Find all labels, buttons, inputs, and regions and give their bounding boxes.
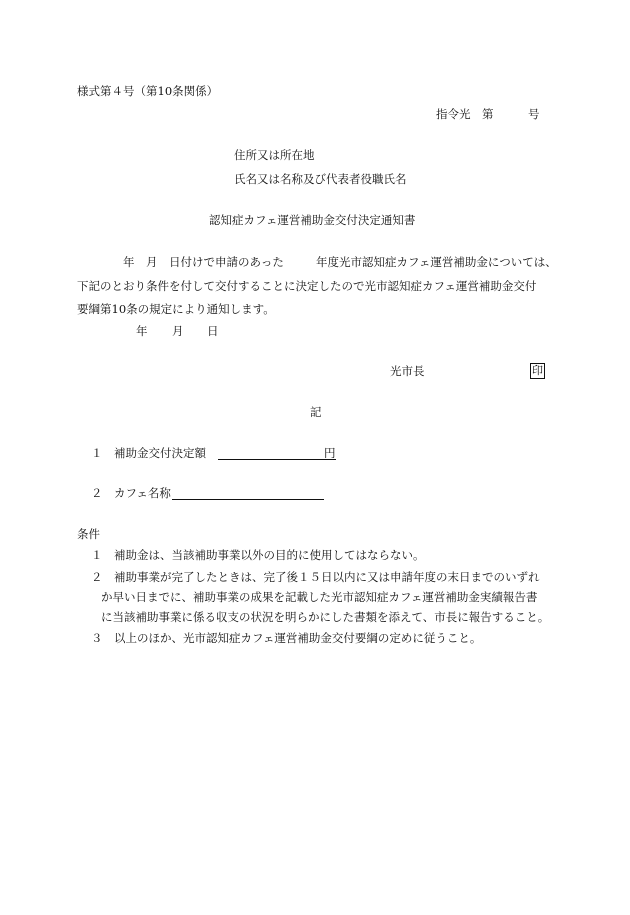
body-line1-date: 年 月 日付けで申請のあった [123, 255, 284, 269]
condition3-number: ３ [91, 631, 103, 645]
item2-number: ２ [91, 486, 103, 500]
condition2-line2: か早い日までに、補助事業の成果を記載した光市認知症カフェ運営補助金実績報告書 [101, 590, 538, 604]
name-label: 氏名又は名称及び代表者役職氏名 [234, 172, 407, 186]
date-month: 月 [172, 324, 184, 338]
condition1-text: 補助金は、当該補助事業以外の目的に使用してはならない。 [114, 548, 425, 562]
item1-amount-line [218, 459, 336, 460]
body-line2: 下記のとおり条件を付して交付することに決定したので光市認知症カフェ運営補助金交付 [77, 279, 537, 293]
condition2-number: ２ [91, 570, 103, 584]
address-label: 住所又は所在地 [234, 148, 315, 162]
document-title: 認知症カフェ運営補助金交付決定通知書 [209, 213, 416, 227]
item1-number: １ [91, 446, 103, 460]
condition1-number: １ [91, 548, 103, 562]
condition2-line1: 補助事業が完了したときは、完了後１５日以内に又は申請年度の末日までのいずれ [114, 570, 540, 584]
item2-label: カフェ名称 [114, 486, 171, 500]
item1-label: 補助金交付決定額 [114, 446, 206, 460]
directive-number: 指令光 第 号 [436, 107, 540, 121]
condition2-line3: に当該補助事業に係る収支の状況を明らかにした書類を添えて、市長に報告すること。 [101, 610, 550, 624]
body-line3: 要綱第10条の規定により通知します。 [77, 302, 275, 316]
date-year: 年 [136, 324, 148, 338]
item2-name-line [172, 499, 324, 500]
date-day: 日 [207, 324, 219, 338]
form-number: 様式第４号（第10条関係） [77, 84, 219, 98]
mayor-title: 光市長 [390, 364, 425, 378]
seal-mark: 印 [532, 364, 543, 377]
ki-heading: 記 [310, 405, 322, 419]
body-line1-rest: 年度光市認知症カフェ運営補助金については、 [316, 255, 557, 269]
conditions-heading: 条件 [77, 527, 100, 541]
condition3-text: 以上のほか、光市認知症カフェ運営補助金交付要綱の定めに従うこと。 [114, 631, 482, 645]
item1-unit: 円 [324, 446, 336, 460]
